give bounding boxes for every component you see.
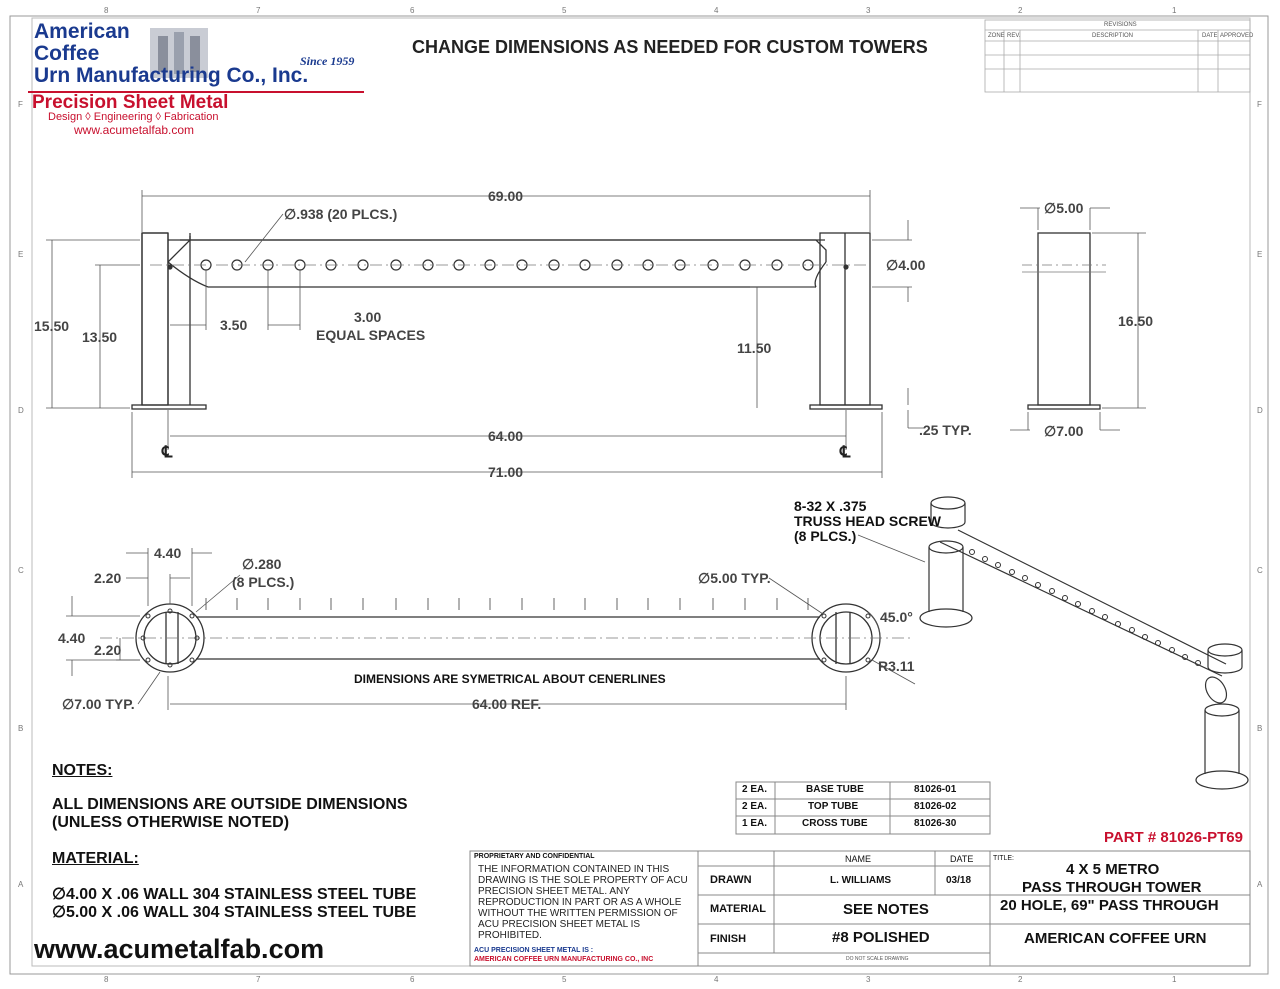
top-view-hole-marks xyxy=(206,598,808,610)
no-scale-note: DO NOT SCALE DRAWING xyxy=(846,956,909,962)
dim-post-height: 11.50 xyxy=(737,340,772,356)
iso-holes xyxy=(970,550,1201,666)
callout-line-3: (8 PLCS.) xyxy=(794,528,857,544)
dim-base-width: 71.00 xyxy=(488,464,524,480)
bom-qty: 1 EA. xyxy=(742,818,768,829)
material-label: MATERIAL xyxy=(710,903,767,915)
date-header: DATE xyxy=(950,854,974,864)
bom-name: TOP TUBE xyxy=(808,801,859,812)
bom-part: 81026-30 xyxy=(914,818,957,829)
logo-brand: Precision Sheet Metal xyxy=(32,92,229,113)
grid-row-label: D xyxy=(1257,406,1263,415)
proprietary-footer-company: AMERICAN COFFEE URN MANUFACTURING CO., INC xyxy=(474,956,654,963)
grid-row-label: C xyxy=(1257,566,1263,575)
grid-col-label: 1 xyxy=(1172,975,1177,984)
dim-bolt-half-vertical: 2.20 xyxy=(94,642,122,658)
dim-base-diameter: ∅7.00 xyxy=(1044,423,1084,439)
finish-value: #8 POLISHED xyxy=(832,929,930,946)
dim-bolt-half: 2.20 xyxy=(94,570,122,586)
grid-col-label: 4 xyxy=(714,975,719,984)
grid-col-label: 5 xyxy=(562,975,567,984)
bom-name: CROSS TUBE xyxy=(802,818,868,829)
centerline-right-icon: ℄ xyxy=(840,444,851,461)
front-dim-lines xyxy=(46,190,925,478)
drawn-date: 03/18 xyxy=(946,875,972,886)
finish-label: FINISH xyxy=(710,933,747,945)
grid-col-label: 8 xyxy=(104,975,109,984)
revisions-col-rev: REV. xyxy=(1007,33,1021,39)
grid-col-label: 1 xyxy=(1172,6,1177,15)
grid-col-label: 3 xyxy=(866,975,871,984)
notes-line-2: (UNLESS OTHERWISE NOTED) xyxy=(52,814,290,831)
dim-tube-diameter: ∅4.00 xyxy=(886,257,926,273)
bom-qty: 2 EA. xyxy=(742,801,768,812)
dim-bolt-count: (8 PLCS.) xyxy=(232,574,295,590)
iso-view xyxy=(920,497,1248,789)
bom-part: 81026-01 xyxy=(914,784,957,795)
iso-callout-leader xyxy=(858,535,925,562)
material-line-1: ∅4.00 X .06 WALL 304 STAINLESS STEEL TUBE xyxy=(52,886,417,903)
grid-row-label: A xyxy=(18,880,24,889)
dim-height-total: 15.50 xyxy=(34,318,70,334)
drawn-name: L. WILLIAMS xyxy=(830,875,892,886)
bom-name: BASE TUBE xyxy=(806,784,864,795)
revisions-frame xyxy=(985,20,1250,92)
website-link[interactable]: www.acumetalfab.com xyxy=(34,934,325,964)
part-number: PART # 81026-PT69 xyxy=(1104,829,1243,846)
revisions-col-description: DESCRIPTION xyxy=(1092,33,1134,39)
material-line-2: ∅5.00 X .06 WALL 304 STAINLESS STEEL TUBE xyxy=(52,904,417,921)
grid-col-label: 7 xyxy=(256,975,261,984)
grid-row-label: C xyxy=(18,566,24,575)
grid-col-label: 3 xyxy=(866,6,871,15)
notes-line-1: ALL DIMENSIONS ARE OUTSIDE DIMENSIONS xyxy=(52,796,408,813)
top-view xyxy=(100,604,912,672)
grid-col-label: 7 xyxy=(256,6,261,15)
grid-col-label: 2 xyxy=(1018,6,1023,15)
grid-col-label: 2 xyxy=(1018,975,1023,984)
dim-bolt-span: 4.40 xyxy=(154,545,182,561)
drawn-label: DRAWN xyxy=(710,874,752,886)
page-heading: CHANGE DIMENSIONS AS NEEDED FOR CUSTOM TOWERS xyxy=(412,37,928,57)
dim-spacing-note: EQUAL SPACES xyxy=(316,327,426,343)
callout-line-2: TRUSS HEAD SCREW xyxy=(794,513,942,529)
grid-row-label: A xyxy=(1257,880,1263,889)
dim-spacing: 3.00 xyxy=(354,309,382,325)
proprietary-text: THE INFORMATION CONTAINED IN THIS DRAWING IS THE SOLE PROPERTY OF ACU PRECISION SHEET METAL. ANY REPRODUCTION IN PART OR AS A WHOLE WITHOUT THE WRITTEN PERMISSION OF ACU PRECISION SHEET METAL IS PROHIBITED. xyxy=(478,864,688,941)
dim-bolt-hole: ∅.280 xyxy=(242,556,282,572)
company-name: AMERICAN COFFEE URN xyxy=(1024,930,1207,947)
title-line-1: 4 X 5 METRO xyxy=(1066,861,1160,878)
dim-base-diameter-top: ∅7.00 TYP. xyxy=(62,696,135,712)
front-view-holes xyxy=(150,260,870,270)
logo-services: Design ◊ Engineering ◊ Fabrication xyxy=(48,111,219,123)
dim-overall-width: 69.00 xyxy=(488,188,524,204)
grid-col-label: 6 xyxy=(410,975,415,984)
grid-row-label: B xyxy=(1257,724,1263,733)
revisions-col-approved: APPROVED xyxy=(1220,33,1254,39)
dim-first-hole: 3.50 xyxy=(220,317,248,333)
title-header: TITLE: xyxy=(993,855,1015,862)
dim-center-distance: 64.00 xyxy=(488,428,524,444)
logo-since: Since 1959 xyxy=(300,54,355,68)
grid-row-label: E xyxy=(1257,250,1263,259)
proprietary-title: PROPRIETARY AND CONFIDENTIAL xyxy=(474,853,595,860)
dim-height-center: 13.50 xyxy=(82,329,118,345)
logo-line-1: American xyxy=(34,20,130,43)
bom-part: 81026-02 xyxy=(914,801,957,812)
revisions-col-date: DATE xyxy=(1202,33,1218,39)
logo-line-3: Urn Manufacturing Co., Inc. xyxy=(34,64,309,87)
title-line-2: PASS THROUGH TOWER xyxy=(1022,879,1202,896)
grid-row-label: F xyxy=(18,100,23,109)
centerline-left-icon: ℄ xyxy=(162,444,173,461)
dim-top-diameter: ∅5.00 xyxy=(1044,200,1084,216)
bom-qty: 2 EA. xyxy=(742,784,768,795)
notes-title: NOTES: xyxy=(52,762,113,779)
material-title: MATERIAL: xyxy=(52,850,139,867)
grid-row-label: F xyxy=(1257,100,1262,109)
grid-row-label: B xyxy=(18,724,24,733)
grid-col-label: 6 xyxy=(410,6,415,15)
title-line-3: 20 HOLE, 69" PASS THROUGH xyxy=(1000,897,1219,914)
callout-line-1: 8-32 X .375 xyxy=(794,498,867,514)
revisions-col-zone: ZONE xyxy=(988,33,1005,39)
grid-col-label: 4 xyxy=(714,6,719,15)
dim-post-diameter: ∅5.00 TYP. xyxy=(698,570,771,586)
grid-row-label: D xyxy=(18,406,24,415)
name-header: NAME xyxy=(845,854,872,864)
logo-url: www.acumetalfab.com xyxy=(74,123,195,137)
material-value: SEE NOTES xyxy=(843,901,929,918)
dim-side-height: 16.50 xyxy=(1118,313,1154,329)
proprietary-footer: ACU PRECISION SHEET METAL IS : xyxy=(474,947,594,954)
grid-col-label: 5 xyxy=(562,6,567,15)
symmetry-note: DIMENSIONS ARE SYMETRICAL ABOUT CENERLINES xyxy=(354,672,666,686)
dim-radius: R3.11 xyxy=(878,658,915,674)
dim-reference-length: 64.00 REF. xyxy=(472,696,542,712)
dim-bolt-span-vertical: 4.40 xyxy=(58,630,86,646)
logo-line-2: Coffee xyxy=(34,42,100,65)
dim-angle: 45.0° xyxy=(880,609,913,625)
dim-hole-diameter: ∅.938 (20 PLCS.) xyxy=(284,206,398,222)
grid-row-label: E xyxy=(18,250,24,259)
revisions-title: REVISIONS xyxy=(1104,22,1137,28)
grid-col-label: 8 xyxy=(104,6,109,15)
side-view xyxy=(1022,233,1106,409)
dim-base-thickness: .25 TYP. xyxy=(919,422,972,438)
